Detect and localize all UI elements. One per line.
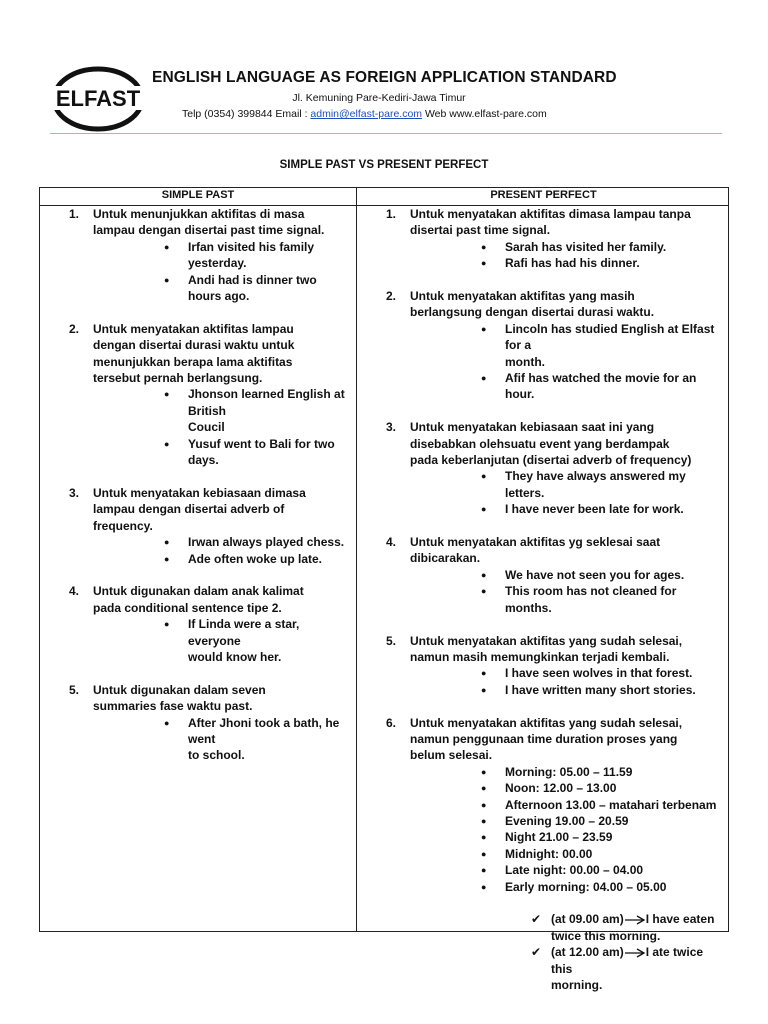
bullet-text-line: ● Afternoon 13.00 – matahari terbenam [505,797,717,812]
bullet-text-line: month. [505,354,545,369]
item-text-line: namun penggunaan time duration proses yang [410,731,678,746]
bullet-text-line: ● Rafi has had his dinner. [505,256,640,271]
bullet-example [410,829,725,845]
column-divider [356,188,357,931]
check-icon: ✔ [531,945,542,960]
bullet-example [410,501,725,517]
bullet-example [93,715,352,764]
bullet-text-line: ● Afif has watched the movie for an hour. [505,371,697,402]
bullet-text-line: ● Irwan always played chess. [188,535,345,550]
list-item [361,534,725,616]
comparison-table [39,187,729,992]
bullet-text-line: would know her. [188,649,282,664]
item-text-line: disertai past time signal. [410,223,551,238]
bullet-example [410,879,725,895]
bullet-text-line: ● Ade often woke up late. [188,551,323,566]
bullet-text-line: ● Early morning: 04.00 – 05.00 [505,879,667,894]
bullet-text-line: ● Sarah has visited her family. [505,239,667,254]
item-number: 4. [69,584,80,599]
header-simple-past: SIMPLE PAST [161,189,235,201]
item-text-line: dengan disertai durasi waktu untuk [93,338,295,353]
item-number: 3. [386,420,397,435]
bullet-example [93,551,352,567]
item-number: 6. [386,715,397,730]
item-text-line: Untuk digunakan dalam anak kalimat [93,584,304,599]
bullet-text-line: ● I have seen wolves in that forest. [505,666,693,681]
present-perfect-column [361,206,725,993]
bullet-text-line: ● Midnight: 00.00 [505,846,593,861]
bullet-example [410,764,725,780]
list-item [361,419,725,517]
item-text-line: Untuk digunakan dalam seven [93,682,266,697]
institution-contact: Telp (0354) 399844 Email : admin@elfast-pare.com Web www.elfast-pare.com [182,108,547,120]
list-item [44,206,352,304]
institution-address: Jl. Kemuning Pare-Kediri-Jawa Timur [292,92,466,104]
bullet-text-line: ● Morning: 05.00 – 11.59 [505,764,633,779]
item-text-line: dibicarakan. [410,551,481,566]
item-text-line: Untuk menyatakan aktifitas yang masih [410,289,635,304]
item-text-line: Untuk menyatakan aktifitas yang sudah selesai, [410,633,683,648]
example-text: I have eaten [645,912,715,927]
item-number: 3. [69,485,80,500]
bullet-example [93,386,352,435]
bullet-example [410,567,725,583]
bullet-example [410,682,725,698]
bullet-example [410,468,725,501]
item-text-line: menunjukkan berapa lama aktifitas [93,354,293,369]
bullet-example [410,862,725,878]
email-link[interactable]: admin@elfast-pare.com [310,108,423,120]
spacer [410,895,725,911]
bullet-text-line: ● Andi had is dinner two hours ago. [188,272,317,304]
bullet-example [410,321,725,370]
logo-text: ELFAST [55,86,141,111]
list-item [361,715,725,994]
item-text-line: namun masih memungkinkan terjadi kembali. [410,649,670,664]
list-item [44,485,352,567]
item-text-line: pada conditional sentence tipe 2. [93,600,282,615]
bullet-text-line: ● Jhonson learned English at British [188,387,345,418]
bullet-text-line: to school. [188,748,245,763]
list-item [361,633,725,699]
item-text-line: berlangsung dengan disertai durasi waktu. [410,305,655,320]
bullet-example [93,616,352,665]
item-text-line: Untuk menyatakan aktifitas lampau [93,321,294,336]
bullet-example [410,239,725,255]
example-text: I ate twice this [551,945,704,976]
item-text-line: Untuk menunjukkan aktifitas di masa [93,207,305,221]
header-divider [50,133,722,134]
list-item [44,583,352,665]
item-text-line: Untuk menyatakan kebiasaan dimasa [93,485,306,500]
item-number: 5. [69,682,80,697]
bullet-text-line: ● Late night: 00.00 – 04.00 [505,863,644,878]
example-continuation: morning. [551,978,603,992]
list-item [361,288,725,403]
bullet-example [410,846,725,862]
bullet-text-line: ● Yusuf went to Bali for two days. [188,436,335,468]
bullet-text-line: ● We have not seen you for ages. [505,567,685,582]
bullet-example [93,239,352,272]
table-header-row [40,188,728,206]
bullet-text-line: Coucil [188,420,225,435]
bullet-example [410,370,725,403]
bullet-example [93,436,352,469]
item-text-line: lampau dengan disertai adverb of [93,502,285,517]
check-line [551,911,725,927]
simple-past-column [44,206,352,764]
check-example [410,944,725,993]
item-number: 5. [386,633,397,648]
item-number: 1. [69,207,80,221]
document-title: SIMPLE PAST VS PRESENT PERFECT [279,159,489,171]
bullet-text-line: ● Irfan visited his family yesterday. [188,239,315,271]
bullet-text-line: ● Evening 19.00 – 20.59 [505,813,629,828]
item-text-line: pada keberlanjutan (disertai adverb of frequency) [410,453,692,468]
item-text-line: disebabkan olehsuatu event yang berdampak [410,436,670,451]
example-time: (at 09.00 am) [551,912,624,927]
example-time: (at 12.00 am) [551,945,624,960]
bullet-text-line: ● They have always answered my letters. [505,469,686,500]
item-number: 1. [386,207,397,221]
bullet-example [410,780,725,796]
item-text-line: belum selesai. [410,748,493,763]
bullet-example [93,272,352,305]
check-line [551,944,725,977]
bullet-text-line: ● I have written many short stories. [505,682,696,697]
item-number: 2. [69,321,80,336]
header-present-perfect: PRESENT PERFECT [490,189,597,201]
item-text-line: Untuk menyatakan aktifitas yg seklesai saat [410,535,661,550]
list-item [44,321,352,469]
bullet-text-line: ● After Jhoni took a bath, he went [188,715,340,746]
bullet-example [410,797,725,813]
example-continuation: twice this morning. [551,928,661,943]
institution-title: ENGLISH LANGUAGE AS FOREIGN APPLICATION STANDARD [152,69,617,86]
list-item [361,206,725,272]
item-text-line: Untuk menyatakan aktifitas yang sudah selesai, [410,715,683,730]
item-text-line: frequency. [93,518,153,533]
item-text-line: Untuk menyatakan kebiasaan saat ini yang [410,420,655,435]
bullet-example [410,665,725,681]
check-icon: ✔ [531,912,542,927]
bullet-example [93,534,352,550]
item-number: 2. [386,289,397,304]
bullet-example [410,255,725,271]
item-text-line: lampau dengan disertai past time signal. [93,223,325,238]
list-item [44,682,352,764]
item-number: 4. [386,535,397,550]
check-example [410,911,725,944]
bullet-text-line: ● I have never been late for work. [505,502,684,517]
item-text-line: tersebut pernah berlangsung. [93,371,263,386]
arrow-right-icon [624,948,646,958]
bullet-text-line: ● Night 21.00 – 23.59 [505,830,613,845]
item-text-line: summaries fase waktu past. [93,699,253,714]
bullet-text-line: ● If Linda were a star, everyone [188,617,300,648]
arrow-right-icon [624,915,646,925]
bullet-text-line: ● Noon: 12.00 – 13.00 [505,781,617,796]
item-text-line: Untuk menyatakan aktifitas dimasa lampau tanpa [410,207,691,221]
bullet-text-line: ● This room has not cleaned for months. [505,584,677,615]
bullet-example [410,583,725,616]
bullet-text-line: ● Lincoln has studied English at Elfast for a [505,321,715,353]
bullet-example [410,813,725,829]
